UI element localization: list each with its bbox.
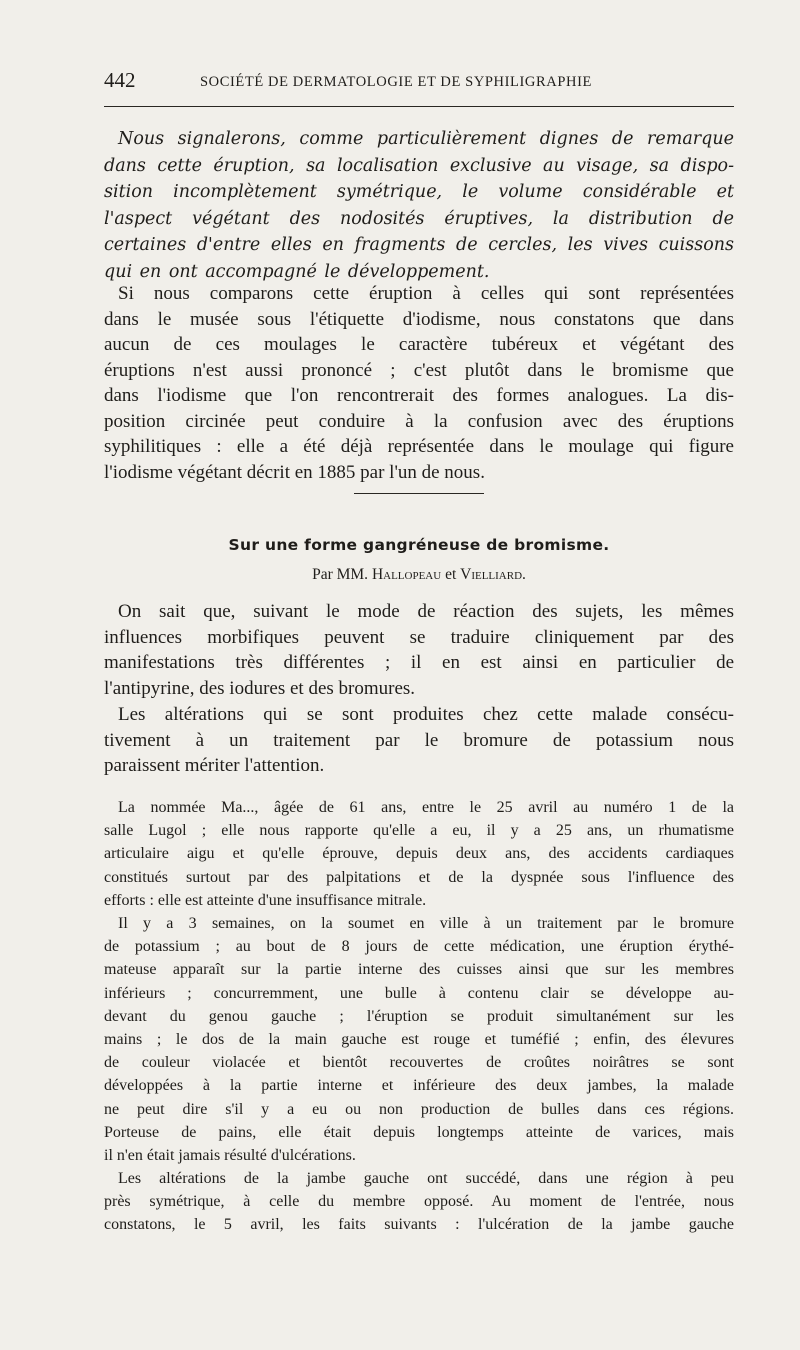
text-line: dans cette éruption, sa localisation exclusive au visage, sa dispo- (104, 155, 734, 176)
paragraph-comparison (104, 281, 734, 485)
author-name: Vielliard. (460, 566, 526, 583)
text-line: Nous signalerons, comme particulièrement dignes de remarque (118, 129, 734, 149)
text-line: dans l'iodisme que l'on rencontrerait des formes analogues. La dis- (104, 385, 734, 406)
text-line: certaines d'entre elles en fragments de cercles, les vives cuissons (104, 235, 734, 255)
section-separator (354, 493, 484, 494)
text-line: constitués surtout par des palpitations et de la dyspnée sous l'influence des (104, 868, 734, 886)
text-line: manifestations très différentes ; il en est ainsi en particulier de (104, 652, 734, 673)
text-line: l'aspect végétant des nodosités éruptives, la distribution de (104, 208, 734, 229)
article-byline (104, 566, 734, 584)
header-rule (104, 106, 734, 107)
paragraph-left-leg (104, 1167, 734, 1237)
text-line: La nommée Ma..., âgée de 61 ans, entre le 25 avril au numéro 1 de la (118, 799, 734, 816)
text-line: Il y a 3 semaines, on la soumet en ville à un traitement par le bromure (118, 915, 734, 932)
text-line: constatons, le 5 avril, les faits suivants : l'ulcération de la jambe gauche (104, 1216, 734, 1234)
page-number: 442 (104, 68, 136, 92)
text-line: de potassium ; au bout de 8 jours de cette médication, une éruption érythé- (104, 938, 734, 956)
text-line: sition incomplètement symétrique, le volume considérable et (104, 182, 734, 202)
text-line: devant du genou gauche ; l'éruption se produit simultanément sur les (104, 1007, 734, 1025)
text-line: articulaire aigu et qu'elle éprouve, depuis deux ans, des accidents cardiaques (104, 845, 734, 863)
paragraph-treatment (104, 912, 734, 1167)
text-line: efforts : elle est atteinte d'une insuffisance mitrale. (104, 891, 427, 909)
paragraph-alterations (104, 702, 734, 779)
text-line: l'antipyrine, des iodures et des bromures. (104, 677, 416, 699)
byline-join: et (445, 566, 457, 583)
text-line: éruptions n'est aussi prononcé ; c'est plutôt dans le bromisme que (104, 359, 734, 381)
text-line: position circinée peut conduire à la confusion avec des éruptions (104, 410, 734, 432)
article-title: Sur une forme gangréneuse de bromisme. (228, 536, 610, 554)
author-name: Hallopeau (371, 566, 442, 583)
page-header (104, 68, 734, 94)
text-line: inférieurs ; concurremment, une bulle à contenu clair se développe au- (104, 984, 734, 1002)
text-line: dans le musée sous l'étiquette d'iodisme, nous constatons que dans (104, 308, 734, 330)
running-title: SOCIÉTÉ DE DERMATOLOGIE ET DE SYPHILIGRAPHIE (200, 74, 592, 90)
text-line: aucun de ces moulages le caractère tubéreux et végétant des (104, 334, 734, 355)
text-line: Les altérations de la jambe gauche ont succédé, dans une région à peu (118, 1170, 734, 1187)
paragraph-intro (104, 599, 734, 701)
text-line: influences morbifiques peuvent se traduire cliniquement par des (104, 626, 734, 648)
text-line: qui en ont accompagné le développement. (104, 261, 490, 282)
text-line: développées à la partie interne et inférieure des deux jambes, la malade (104, 1077, 734, 1095)
text-line: mains ; le dos de la main gauche est rouge et tuméfié ; enfin, des élevures (104, 1031, 734, 1049)
byline-prefix: Par MM. (312, 566, 369, 583)
text-line: près symétrique, à celle du membre opposé. Au moment de l'entrée, nous (104, 1193, 734, 1211)
text-line: l'iodisme végétant décrit en 1885 par l'un de nous. (104, 461, 485, 483)
text-line: Les altérations qui se sont produites chez cette malade consécu- (118, 704, 734, 725)
text-line: de couleur violacée et bientôt recouvertes de croûtes noirâtres se sont (104, 1054, 734, 1072)
text-line: salle Lugol ; elle nous rapporte qu'elle a eu, il y a 25 ans, un rhumatisme (104, 822, 734, 840)
italic-paragraph (104, 126, 734, 285)
text-line: il n'en était jamais résulté d'ulcérations. (104, 1147, 356, 1165)
text-line: Si nous comparons cette éruption à celles qui sont représentées (118, 283, 734, 304)
text-line: On sait que, suivant le mode de réaction des sujets, les mêmes (118, 601, 734, 622)
text-line: paraissent mériter l'attention. (104, 755, 325, 776)
text-line: tivement à un traitement par le bromure de potassium nous (104, 729, 734, 751)
text-line: Porteuse de pains, elle était depuis longtemps atteinte de varices, mais (104, 1123, 734, 1141)
text-line: mateuse apparaît sur la partie interne des cuisses ainsi que sur les membres (104, 961, 734, 979)
paragraph-case-history (104, 796, 734, 912)
text-line: ne peut dire s'il y a eu ou non production de bulles dans ces régions. (104, 1100, 734, 1118)
text-line: syphilitiques : elle a été déjà représentée dans le moulage qui figure (104, 436, 734, 457)
